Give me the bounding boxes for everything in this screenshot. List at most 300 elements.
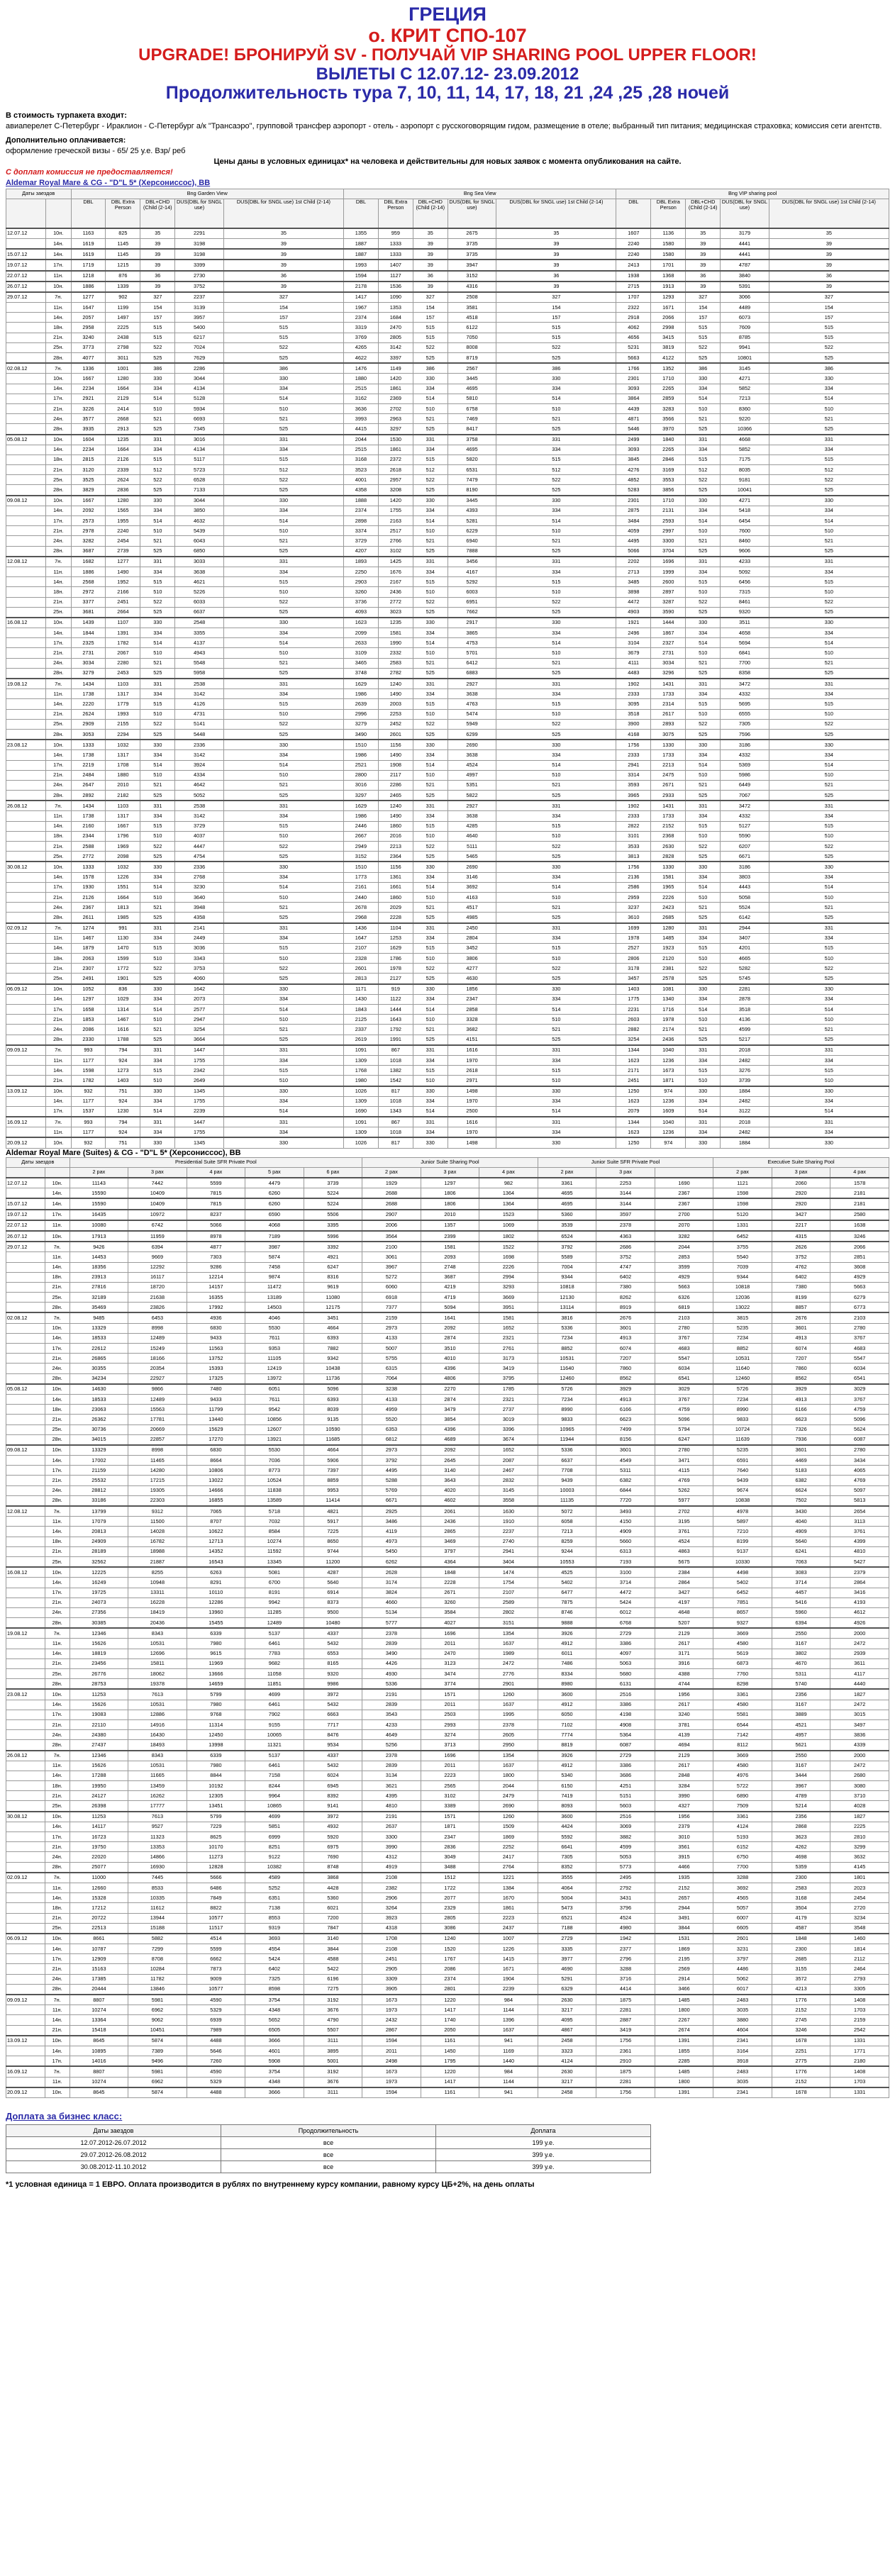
price-cell: 2446 [343,821,378,831]
price-cell: 2573 [71,516,106,526]
price-cell: 1531 [655,1934,713,1944]
price-cell: 6217 [175,333,224,342]
price-cell: 4518 [448,313,496,323]
price-cell: 5981 [128,1995,187,2005]
price-cell: 3075 [651,729,686,740]
price-cell: 1775 [616,994,651,1004]
price-cell: 3898 [616,587,651,597]
price-cell: 3195 [655,1517,713,1527]
price-cell: 4348 [245,2077,304,2087]
price-cell: 7486 [538,1658,596,1668]
price-cell: 1871 [421,1822,479,1831]
price-cell: 19750 [70,1842,128,1852]
price-cell: 4150 [596,1517,655,1527]
price-cell: 4997 [448,770,496,780]
price-cell: 9615 [187,1649,245,1658]
price-cell: 7783 [245,1649,304,1658]
price-cell: 39 [413,238,448,249]
price-cell: 3080 [830,1781,889,1791]
price-cell: 6883 [448,668,496,679]
price-cell: 514 [223,394,343,403]
price-cell: 334 [496,933,616,943]
price-cell: 2073 [175,994,224,1004]
price-cell: 4871 [616,414,651,424]
price-cell: 1145 [106,249,140,260]
price-cell: 10806 [187,1466,245,1476]
price-cell: 334 [223,872,343,882]
price-cell: 331 [413,1117,448,1127]
price-cell: 3274 [421,1730,479,1740]
price-cell: 1708 [362,1934,421,1944]
price-cell: 6454 [721,516,769,526]
price-cell: 1091 [343,1117,378,1127]
price-cell: 4978 [713,1506,772,1517]
occupancy-header [655,1167,713,1178]
price-cell: 331 [223,801,343,811]
price-cell: 330 [413,496,448,506]
price-cell: 515 [496,699,616,709]
price-cell: 515 [496,323,616,333]
price-cell: 11782 [128,1974,187,1984]
price-cell: 525 [223,729,343,740]
price-cell: 6623 [772,1415,830,1424]
price-cell: 5621 [772,1740,830,1751]
price-cell: 1604 [71,435,106,445]
price-cell: 3844 [304,1944,362,1954]
price-cell: 515 [140,577,175,587]
price-cell: 8748 [304,1862,362,1873]
price-cell: 334 [413,567,448,576]
price-cell: 510 [686,831,721,841]
price-cell: 525 [496,852,616,862]
price-cell: 1226 [479,1944,538,1954]
price-cell: 2925 [362,1506,421,1517]
price-cell: 521 [686,414,721,424]
price-cell: 1467 [71,933,106,943]
price-cell: 1277 [106,557,140,567]
price-cell: 2458 [538,2087,596,2098]
price-cell: 2223 [479,1913,538,1923]
price-cell: 1664 [106,892,140,902]
nights: 10н. [45,1323,70,1333]
price-cell: 331 [413,801,448,811]
price-cell: 3844 [655,1923,713,1934]
price-cell: 1827 [830,1689,889,1700]
price-cell: 13998 [187,1740,245,1751]
nights: 18н. [45,1272,70,1282]
price-cell: 1756 [616,862,651,872]
price-cell: 6486 [187,1883,245,1892]
price-cell: 2454 [830,1893,889,1903]
arrival-date [6,1424,45,1434]
price-cell: 514 [686,638,721,648]
price-cell: 2280 [106,658,140,668]
price-cell: 525 [496,729,616,740]
price-cell: 22020 [70,1852,128,1862]
price-cell: 4821 [304,1506,362,1517]
price-cell: 512 [496,465,616,475]
price-cell: 330 [496,1137,616,1148]
price-cell: 525 [223,974,343,984]
price-cell: 386 [413,363,448,374]
nights: 17н. [45,1344,70,1354]
table-row [6,333,889,342]
price-cell: 3335 [538,1944,596,1954]
price-cell: 5001 [304,2056,362,2067]
price-cell: 8334 [538,1669,596,1679]
price-cell: 525 [769,668,889,679]
price-cell: 5424 [245,1954,304,1964]
price-cell: 4233 [721,557,769,567]
price-cell: 5906 [304,1456,362,1466]
price-cell: 3095 [616,699,651,709]
price-cell: 2713 [616,567,651,576]
header-spacer [45,1167,70,1178]
price-cell: 5402 [713,1578,772,1588]
price-cell: 2782 [378,668,413,679]
price-cell: 1280 [106,496,140,506]
price-cell: 1667 [71,496,106,506]
arrival-date [6,1015,46,1025]
nights: 28н. [45,424,71,435]
price-cell: 334 [223,1096,343,1106]
price-cell: 2301 [616,496,651,506]
price-cell: 525 [686,546,721,557]
arrival-date [6,2025,45,2036]
price-cell: 2776 [479,1669,538,1679]
price-cell: 2740 [479,1537,538,1546]
table-row [6,1567,889,1578]
price-cell: 1740 [421,2015,479,2025]
price-cell: 521 [769,1025,889,1035]
price-cell: 2611 [71,913,106,923]
price-cell: 1630 [479,1506,538,1517]
price-cell: 1855 [655,2046,713,2056]
nights: 18н. [45,954,71,964]
arrival-date [6,1883,45,1892]
price-cell: 11517 [187,1923,245,1934]
price-cell: 30355 [70,1364,128,1373]
price-cell: 35469 [70,1303,128,1313]
price-cell: 2775 [772,2056,830,2067]
price-cell: 5283 [616,485,651,496]
price-cell: 2436 [421,1517,479,1527]
price-cell: 2225 [830,1822,889,1831]
price-cell: 2127 [378,974,413,984]
price-cell: 514 [496,1005,616,1015]
nights: 14н. [45,1096,71,1106]
price-cell: 1861 [378,384,413,394]
price-cell: 35 [496,228,616,239]
price-cell: 515 [140,943,175,953]
price-cell: 18720 [128,1282,187,1292]
price-cell: 1485 [655,2066,713,2077]
price-cell: 2180 [830,2056,889,2067]
price-cell: 3122 [721,1106,769,1117]
price-cell: 10110 [187,1588,245,1598]
price-cell: 1161 [421,2036,479,2046]
price-cell: 4213 [772,1984,830,1995]
price-cell: 39 [496,238,616,249]
price-cell: 3431 [596,1893,655,1903]
price-cell: 1756 [596,2036,655,2046]
arrival-date [6,1740,45,1751]
price-cell: 6671 [362,1495,421,1506]
price-cell: 4117 [830,1669,889,1679]
price-cell: 2601 [343,964,378,974]
price-cell: 2944 [721,923,769,934]
arrival-date: 05.08.12 [6,435,46,445]
price-cell: 2449 [175,933,224,943]
price-cell: 2472 [830,1639,889,1649]
price-cell: 20722 [70,1913,128,1923]
price-cell: 984 [479,1995,538,2005]
price-cell: 2993 [421,1719,479,1729]
price-cell: 334 [413,689,448,699]
arrival-date [6,445,46,455]
price-cell: 1699 [616,923,651,934]
price-cell: 1609 [651,1106,686,1117]
price-cell: 3151 [479,1618,538,1629]
table-row [6,1740,889,1751]
price-cell: 8990 [538,1405,596,1415]
nights: 24н. [45,658,71,668]
price-cell: 17777 [128,1801,187,1812]
arrival-date [6,1394,45,1404]
price-cell: 1786 [378,954,413,964]
price-cell: 7345 [175,424,224,435]
price-cell: 3824 [362,1588,421,1598]
price-cell: 5917 [304,1517,362,1527]
price-cell: 2482 [721,1055,769,1065]
price-cell: 1802 [479,1231,538,1242]
price-cell: 8039 [304,1405,362,1415]
price-cell: 3260 [421,1598,479,1607]
price-cell: 8857 [772,1303,830,1313]
price-cell: 7305 [721,719,769,729]
table-row [6,1188,889,1199]
price-cell: 6605 [713,1923,772,1934]
price-cell: 5252 [245,1883,304,1892]
price-cell: 3739 [721,1076,769,1086]
price-cell: 522 [686,719,721,729]
price-cell: 4549 [596,1456,655,1466]
price-cell: 4985 [448,913,496,923]
price-cell: 2905 [362,1964,421,1974]
table-row [6,1055,889,1065]
price-cell: 10531 [128,1700,187,1710]
price-cell: 4358 [343,485,378,496]
table-row [6,1384,889,1395]
price-cell: 1792 [378,1025,413,1035]
arrival-date [6,1405,45,1415]
arrival-date [6,1964,45,1974]
price-cell: 3146 [448,872,496,882]
arrival-date [6,1771,45,1780]
price-cell: 36 [496,271,616,281]
price-cell: 4020 [421,1485,479,1495]
price-cell: 3300 [651,536,686,546]
price-cell: 2152 [655,1883,713,1892]
table-row [6,1934,889,1944]
price-cell: 522 [413,342,448,352]
price-cell: 4908 [596,1719,655,1729]
hotel-name-bungalows[interactable]: Aldemar Royal Mare & CG - "D"L 5* (Херсониссос), BB [6,178,211,187]
price-cell: 5958 [175,668,224,679]
price-cell: 4332 [721,689,769,699]
price-cell: 4332 [721,811,769,821]
price-cell: 10590 [304,1424,362,1434]
price-cell: 6012 [596,1607,655,1617]
price-cell: 982 [479,1178,538,1188]
price-cell: 5624 [830,1424,889,1434]
price-cell: 525 [140,607,175,618]
price-cell: 3142 [175,811,224,821]
price-cell: 27437 [70,1740,128,1751]
nights: 11н. [45,1055,71,1065]
price-cell: 330 [140,1137,175,1148]
price-cell: 1710 [651,374,686,384]
price-cell: 5897 [713,1517,772,1527]
price-cell: 2761 [479,1344,538,1354]
table-row [6,1272,889,1282]
price-cell: 14117 [70,1822,128,1831]
price-cell: 10787 [70,1944,128,1954]
price-cell: 11321 [245,1740,304,1751]
promo-title: UPGRADE! БРОНИРУЙ SV - ПОЛУЧАЙ VIP SHARING POOL UPPER FLOOR! [138,45,757,65]
price-cell: 525 [413,607,448,618]
price-cell: 1274 [71,923,106,934]
price-cell: 4426 [362,1658,421,1668]
price-cell: 331 [769,435,889,445]
price-cell: 2630 [651,842,686,852]
price-cell: 2191 [362,1812,421,1822]
price-cell: 515 [686,1066,721,1076]
table-row [6,384,889,394]
price-cell: 11639 [713,1434,772,1445]
price-cell: 2503 [421,1710,479,1719]
price-cell: 2538 [175,679,224,689]
price-cell: 1993 [343,260,378,270]
table-row [6,249,889,260]
price-cell: 3113 [830,1517,889,1527]
price-cell: 3518 [721,1005,769,1015]
price-cell: 4719 [421,1293,479,1303]
price-cell: 330 [686,740,721,750]
price-cell: 12225 [70,1567,128,1578]
arrival-date: 19.08.12 [6,679,46,689]
price-cell: 5810 [448,394,496,403]
price-cell: 2589 [479,1598,538,1607]
price-cell: 1629 [343,801,378,811]
price-cell: 17913 [70,1231,128,1242]
price-cell: 8553 [245,1913,304,1923]
price-cell: 6918 [362,1293,421,1303]
arrival-date [6,323,46,333]
price-cell: 2044 [655,1242,713,1252]
price-cell: 334 [413,1096,448,1106]
arrival-date [6,954,46,964]
price-cell: 3361 [713,1689,772,1700]
price-cell: 16855 [187,1495,245,1506]
header-spacer [45,199,71,228]
price-cell: 3767 [830,1333,889,1343]
nights: 14н. [45,943,71,953]
price-cell: 525 [140,1035,175,1045]
price-cell: 2237 [479,1527,538,1537]
table-row [6,1445,889,1456]
price-cell: 521 [769,536,889,546]
price-cell: 4668 [721,435,769,445]
price-cell: 510 [140,587,175,597]
price-cell: 2414 [106,403,140,413]
table-row [6,2148,651,2160]
price-cell: 7193 [596,1556,655,1567]
price-cell: 9744 [304,1546,362,1556]
price-cell: 522 [686,964,721,974]
price-cell: 515 [686,333,721,342]
price-cell: 2367 [655,1188,713,1199]
table-row [6,271,889,281]
price-cell: 515 [223,821,343,831]
price-cell: 525 [496,353,616,364]
nights: 10н. [45,862,71,872]
bonus-cell: 399 у.е. [436,2148,651,2160]
price-cell: 2423 [651,903,686,913]
price-cell: 3923 [362,1913,421,1923]
price-cell: 3186 [721,740,769,750]
price-cell: 334 [413,1127,448,1138]
price-cell: 1353 [378,303,413,313]
price-cell: 2578 [651,974,686,984]
price-cell: 3674 [479,1434,538,1445]
price-cell: 8998 [128,1323,187,1333]
price-cell: 5799 [187,1689,245,1700]
price-cell: 515 [686,699,721,709]
price-cell: 330 [769,374,889,384]
nights: 25н. [45,607,71,618]
price-cell: 521 [140,1025,175,1035]
table-row [6,1045,889,1056]
price-cell: 6951 [448,597,496,607]
price-cell: 19950 [70,1781,128,1791]
price-cell: 522 [496,342,616,352]
price-cell: 334 [496,1096,616,1106]
table-row [6,2056,889,2067]
table-row [6,852,889,862]
price-cell: 2367 [71,903,106,913]
price-cell: 4642 [175,780,224,790]
price-cell: 10524 [245,1476,304,1485]
price-cell: 15811 [128,1658,187,1668]
price-cell: 4145 [830,1862,889,1873]
nights: 14н. [45,1198,70,1209]
arrival-date: 05.08.12 [6,1384,45,1395]
price-cell: 525 [769,424,889,435]
table-row [6,892,889,902]
price-cell: 3539 [538,1220,596,1231]
price-cell: 1782 [106,638,140,648]
table-row [6,1262,889,1272]
table-row [6,1506,889,1517]
arrival-date [6,1669,45,1679]
price-cell: 9062 [128,2015,187,2025]
price-cell: 521 [413,780,448,790]
nights: 18н. [45,323,71,333]
price-cell: 1616 [106,1025,140,1035]
price-cell: 1127 [378,271,413,281]
price-cell: 1470 [106,943,140,953]
